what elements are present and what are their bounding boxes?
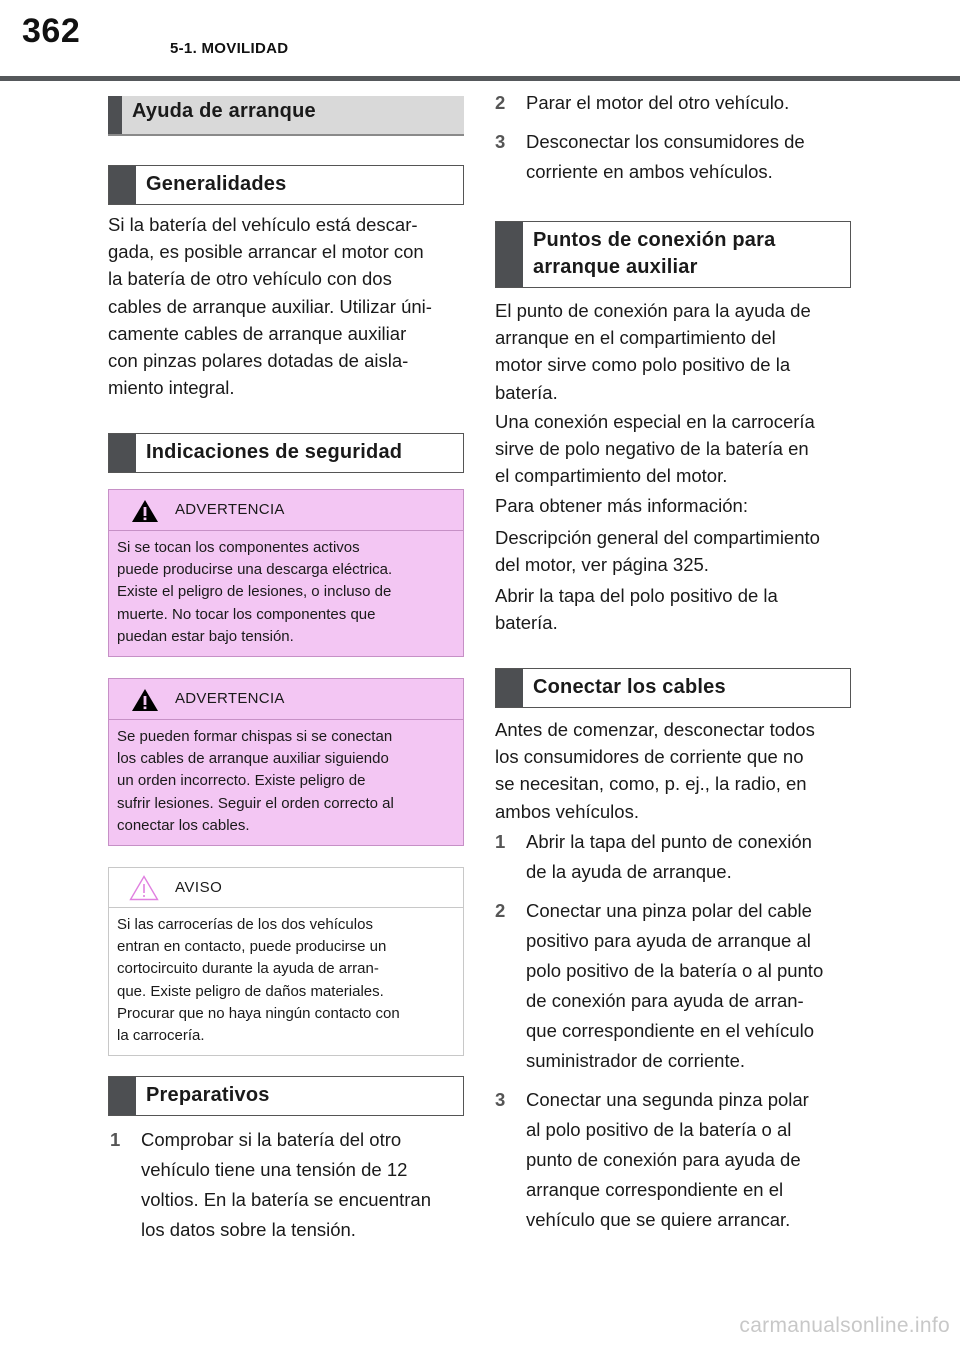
section-title: Ayuda de arranque (132, 100, 316, 122)
subsection-bar (496, 222, 523, 287)
subsection-bar (109, 1077, 136, 1115)
section-header-ayuda (108, 96, 464, 136)
text-line: Se pueden formar chispas si se conectan (117, 728, 393, 745)
caution-triangle-icon (129, 875, 159, 901)
warning-box (108, 489, 464, 657)
text-line: positivo para ayuda de arranque al (526, 930, 811, 951)
text-line: Desconectar los consumidores de (526, 131, 805, 152)
step-number: 2 (495, 900, 506, 921)
warning-text (109, 720, 463, 845)
text-line: que correspondiente en el vehículo (526, 1020, 814, 1041)
paragraph (495, 297, 855, 406)
text-line: Descripción general del compartimiento (495, 527, 820, 548)
text-line: Procurar que no haya ningún contacto con (117, 1004, 400, 1022)
text-line: arranque correspondiente en el (526, 1179, 784, 1200)
step-text (526, 88, 789, 118)
notice-header (109, 868, 463, 908)
text-line: cortocircuito durante la ayuda de arran- (117, 960, 379, 978)
text-line: muerte. No tocar los componentes que (117, 605, 376, 623)
subsection-title: Preparativos (146, 1084, 270, 1106)
step-number: 1 (495, 831, 506, 852)
subsection-title: Generalidades (146, 173, 287, 195)
text-line: los cables de arranque auxiliar siguiendo (117, 750, 389, 768)
subsection-title: Indicaciones de seguridad (146, 441, 403, 463)
text-line: voltios. En la batería se encuentran (141, 1189, 432, 1210)
text-line: corriente en ambos vehículos. (526, 161, 773, 182)
text-line: al polo positivo de la batería o al (526, 1119, 792, 1140)
text-line: Abrir la tapa del polo positivo de la (495, 585, 778, 606)
warning-triangle-icon (131, 688, 159, 712)
subsection-header-generalidades (108, 165, 464, 205)
text-line: sufrir lesiones. Seguir el orden correcto al (117, 794, 394, 812)
warning-header (109, 679, 463, 720)
text-line: miento integral. (108, 377, 235, 399)
text-line: gada, es posible arrancar el motor con (108, 241, 424, 263)
text-line: Si se tocan los componentes activos (117, 539, 360, 556)
text-line: con pinzas polares dotadas de aisla- (108, 350, 409, 372)
step-text (141, 1125, 431, 1245)
warning-text (109, 531, 463, 656)
subsection-title: Conectar los cables (533, 676, 726, 698)
warning-box (108, 678, 464, 846)
text-line: vehículo tiene una tensión de 12 (141, 1159, 408, 1180)
text-line: de la ayuda de arranque. (526, 861, 732, 882)
text-line: batería. (495, 381, 558, 403)
page-number: 362 (22, 12, 81, 50)
text-line: puede producirse una descarga eléctrica. (117, 561, 393, 579)
text-line: se necesitan, como, p. ej., la radio, en (495, 773, 807, 795)
paragraph (495, 716, 855, 825)
text-line: Conectar una segunda pinza polar (526, 1089, 809, 1110)
subsection-bar (109, 166, 136, 204)
text-line: batería. (495, 612, 558, 634)
text-line: vehículo que se quiere arrancar. (526, 1209, 791, 1230)
text-line: Parar el motor del otro vehículo. (526, 92, 790, 113)
text-line: la carrocería. (117, 1027, 205, 1045)
section-header-bar (108, 96, 122, 134)
paragraph (495, 492, 855, 519)
step-number: 1 (110, 1129, 121, 1150)
text-line: suministrador de corriente. (526, 1050, 746, 1071)
step-number: 3 (495, 1089, 506, 1110)
text-line: Si la batería del vehículo está descar- (108, 214, 418, 235)
paragraph (495, 524, 855, 578)
chapter-title: 5-1. MOVILIDAD (170, 40, 289, 57)
paragraph (495, 582, 855, 636)
title-line: arranque auxiliar (533, 256, 698, 278)
text-line: arranque en el compartimiento del (495, 327, 776, 349)
text-line: Antes de comenzar, desconectar todos (495, 719, 815, 740)
warning-title: ADVERTENCIA (175, 501, 285, 518)
text-line: sirve de polo negativo de la batería en (495, 438, 809, 460)
text-line: Para obtener más información: (495, 495, 748, 516)
text-line: los consumidores de corriente que no (495, 746, 804, 768)
text-line: entran en contacto, puede producirse un (117, 938, 387, 956)
warning-title: ADVERTENCIA (175, 690, 285, 707)
header-divider (0, 76, 960, 81)
notice-text (109, 908, 463, 1055)
step-number: 2 (495, 92, 506, 113)
subsection-header-puntos (495, 221, 851, 288)
text-line: cables de arranque auxiliar. Utilizar úni- (108, 295, 432, 317)
text-line: la batería de otro vehículo con dos (108, 268, 392, 290)
text-line: Conectar una pinza polar del cable (526, 900, 812, 921)
text-line: Si las carrocerías de los dos vehículos (117, 916, 373, 933)
text-line: que. Existe peligro de daños materiales. (117, 982, 384, 1000)
subsection-bar (496, 669, 523, 707)
site-watermark: carmanualsonline.info (739, 1314, 950, 1337)
text-line: de conexión para ayuda de arran- (526, 990, 804, 1011)
step-text (526, 896, 823, 1076)
warning-triangle-icon (131, 499, 159, 523)
subsection-bar (109, 434, 136, 472)
title-line: Puntos de conexión para (533, 229, 776, 251)
text-line: Existe el peligro de lesiones, o incluso de (117, 583, 392, 601)
text-line: los datos sobre la tensión. (141, 1219, 356, 1240)
text-line: puedan estar bajo tensión. (117, 627, 294, 645)
text-line: del motor, ver página 325. (495, 554, 709, 576)
notice-box (108, 867, 464, 1056)
text-line: Comprobar si la batería del otro (141, 1129, 402, 1150)
text-line: camente cables de arranque auxiliar (108, 322, 407, 344)
text-line: Abrir la tapa del punto de conexión (526, 831, 812, 852)
step-text (526, 127, 805, 187)
text-line: polo positivo de la batería o al punto (526, 960, 824, 981)
warning-header (109, 490, 463, 531)
subsection-header-seguridad (108, 433, 464, 473)
step-text (526, 1085, 809, 1235)
subsection-title (533, 227, 775, 281)
generalidades-paragraph (108, 211, 468, 401)
text-line: motor sirve como polo positivo de la (495, 354, 791, 376)
subsection-header-preparativos (108, 1076, 464, 1116)
text-line: Una conexión especial en la carrocería (495, 411, 815, 432)
text-line: el compartimiento del motor. (495, 465, 728, 487)
step-number: 3 (495, 131, 506, 152)
subsection-header-conectar (495, 668, 851, 708)
text-line: El punto de conexión para la ayuda de (495, 300, 811, 321)
text-line: punto de conexión para ayuda de (526, 1149, 801, 1170)
text-line: ambos vehículos. (495, 800, 639, 822)
text-line: un orden incorrecto. Existe peligro de (117, 772, 366, 790)
step-text (526, 827, 812, 887)
text-line: conectar los cables. (117, 816, 250, 834)
paragraph (495, 408, 855, 490)
notice-title: AVISO (175, 879, 223, 896)
